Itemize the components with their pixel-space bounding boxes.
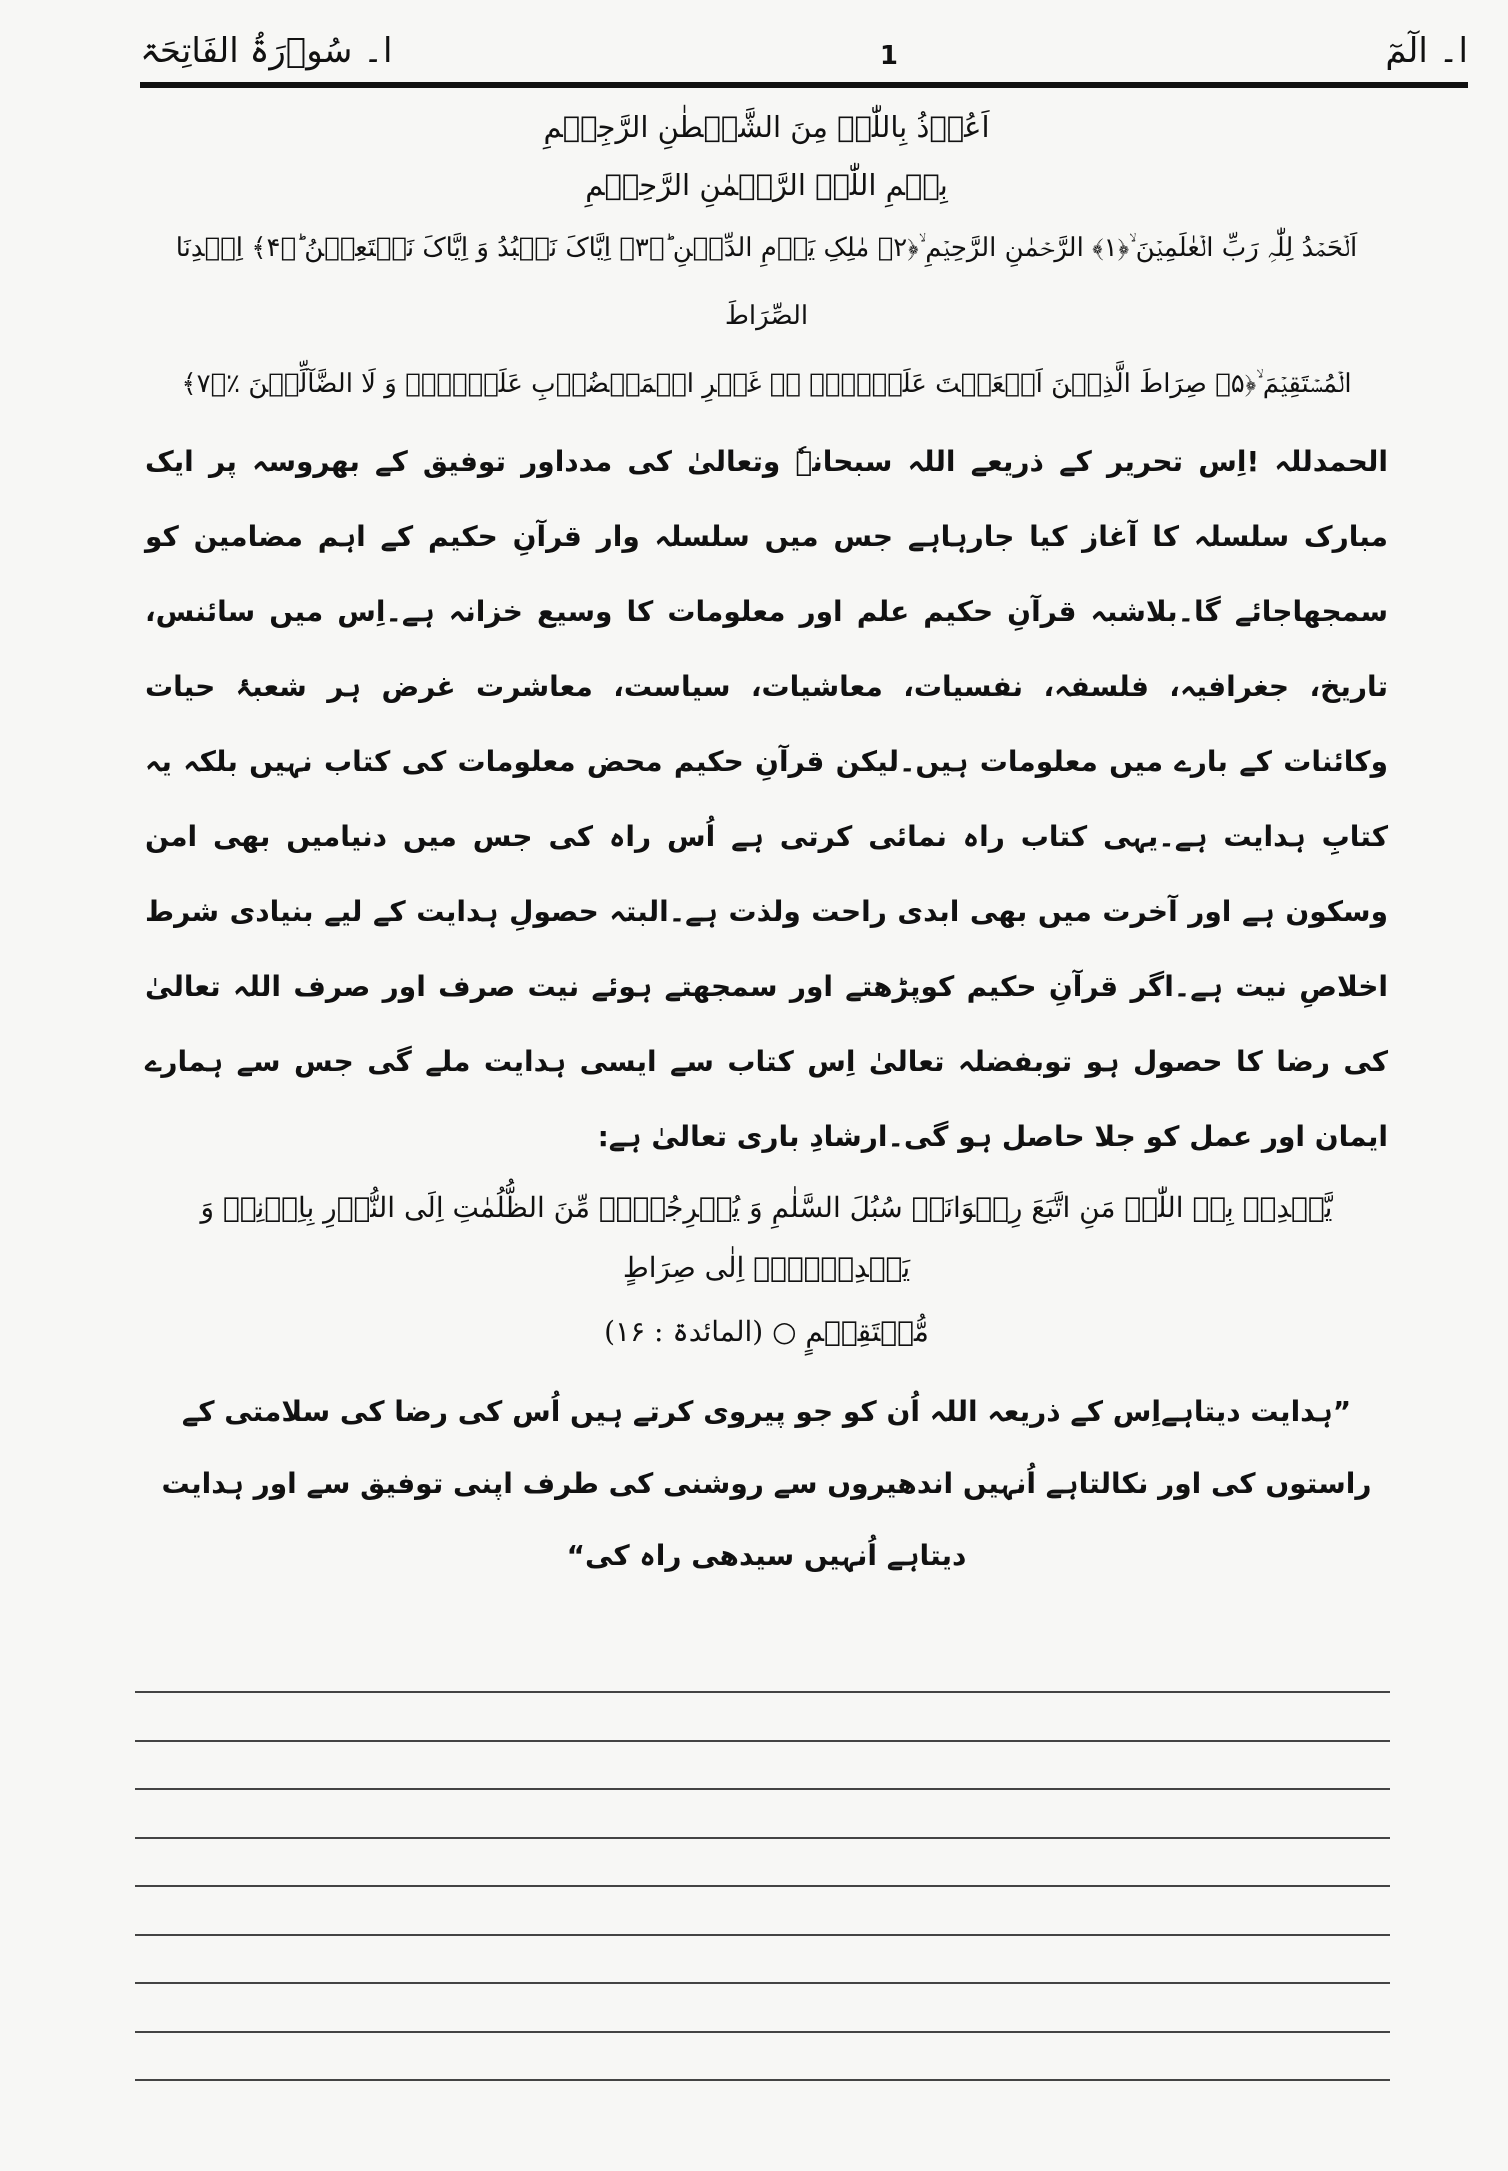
surah-title: ا۔ سُوۡرَۃُ الفَاتِحَۃ — [140, 31, 393, 71]
writing-line — [135, 1788, 1390, 1790]
writing-line — [135, 1934, 1390, 1936]
verse-translation: ”ہدایت دیتاہےاِس کے ذریعہ اللہ اُن کو جو پیروی کرتے ہیں اُس کی رضا کی سلامتی کے راستوں کی اور نکالتاہے اُنہیں اندھیروں سے روشنی کی طرف اپنی توفیق سے اور ہدایت دیتاہے اُنہیں سیدھی راہ کی“ — [161, 1395, 1372, 1572]
fatiha-line-1: اَلۡحَمۡدُ لِلّٰہِ رَبِّ الۡعٰلَمِیۡنَ ۙ﴿۱﴾ الرَّحۡمٰنِ الرَّحِیۡمِ ۙ﴿۲﴾ مٰلِکِ یَوۡمِ الدِّیۡنِ ؕ﴿۳﴾ اِیَّاکَ نَعۡبُدُ وَ اِیَّاکَ نَسۡتَعِیۡنُ ؕ﴿۴﴾ اِہۡدِنَا الصِّرَاطَ — [175, 233, 1358, 331]
intro-paragraph: الحمدللہ !اِس تحریر کے ذریعے اللہ سبحانہٗ وتعالیٰ کی مدداور توفیق کے بھروسہ پر ایک مبارک سلسلہ کا آغاز کیا جارہاہے جس میں سلسلہ وار قرآنِ حکیم کے اہم مضامین کو سمجھاجائے گا۔بلاشبہ قرآنِ حکیم علم اور معلومات کا وسیع خزانہ ہے۔اِس میں سائنس، تاریخ، جغرافیہ، فلسفہ، نفسیات، معاشیات، سیاست، معاشرت غرض ہر شعبۂ حیات وکائنات کے بارے میں معلومات ہیں۔لیکن قرآنِ حکیم محض معلومات کی کتاب نہیں بلکہ یہ کتابِ ہدایت ہے۔یہی کتاب راہ نمائی کرتی ہے اُس راہ کی جس میں دنیامیں بھی امن وسکون ہے اور آخرت میں بھی ابدی راحت ولذت ہے۔البتہ حصولِ ہدایت کے لیے بنیادی شرط اخلاصِ نیت ہے۔اگر قرآنِ حکیم کوپڑھتے اور سمجھتے ہوئے نیت صرف اور صرف اللہ تعالیٰ کی رضا کا حصول ہو توبفضلہ تعالیٰ اِس کتاب سے ایسی ہدایت ملے گی جس سے ہمارے ایمان اور عمل کو جلا حاصل ہو گی۔ارشادِ باری تعالیٰ ہے: — [145, 445, 1388, 1153]
writing-line — [135, 1740, 1390, 1742]
juz-marker: ا۔ الٓمٓ — [1385, 31, 1468, 71]
verse-line-2: مُّسۡتَقِیۡمٍ ○ (المائدۃ : ۱۶) — [604, 1315, 929, 1348]
writing-lines — [135, 1651, 1390, 2081]
page-header — [140, 26, 1468, 88]
taawwuz: اَعُوۡذُ بِاللّٰہِ مِنَ الشَّیۡطٰنِ الرَّجِیۡمِ — [543, 110, 990, 144]
writing-line — [135, 2031, 1390, 2033]
fatiha-line-2: الۡمُسۡتَقِیۡمَ ۙ﴿۵﴾ صِرَاطَ الَّذِیۡنَ اَنۡعَمۡتَ عَلَیۡہِمۡ ۬ۙ غَیۡرِ الۡمَغۡضُوۡبِ عَلَیۡہِمۡ وَ لَا الضَّآلِّیۡنَ ٪﴿۷﴾ — [181, 369, 1352, 399]
writing-line — [135, 1691, 1390, 1693]
writing-line — [135, 1982, 1390, 1984]
writing-line — [135, 1837, 1390, 1839]
writing-line — [135, 1885, 1390, 1887]
writing-line — [135, 2079, 1390, 2081]
verse-line-1: یَّہۡدِیۡ بِہِ اللّٰہُ مَنِ اتَّبَعَ رِضۡوَانَہٗ سُبُلَ السَّلٰمِ وَ یُخۡرِجُہُمۡ مِّنَ الظُّلُمٰتِ اِلَی النُّوۡرِ بِاِذۡنِہٖ وَ یَہۡدِیۡہِمۡ اِلٰی صِرَاطٍ — [200, 1191, 1333, 1284]
page-content — [145, 88, 1388, 1592]
bismillah: بِسۡمِ اللّٰہِ الرَّحۡمٰنِ الرَّحِیۡمِ — [585, 168, 948, 202]
page-number: 1 — [879, 41, 898, 71]
